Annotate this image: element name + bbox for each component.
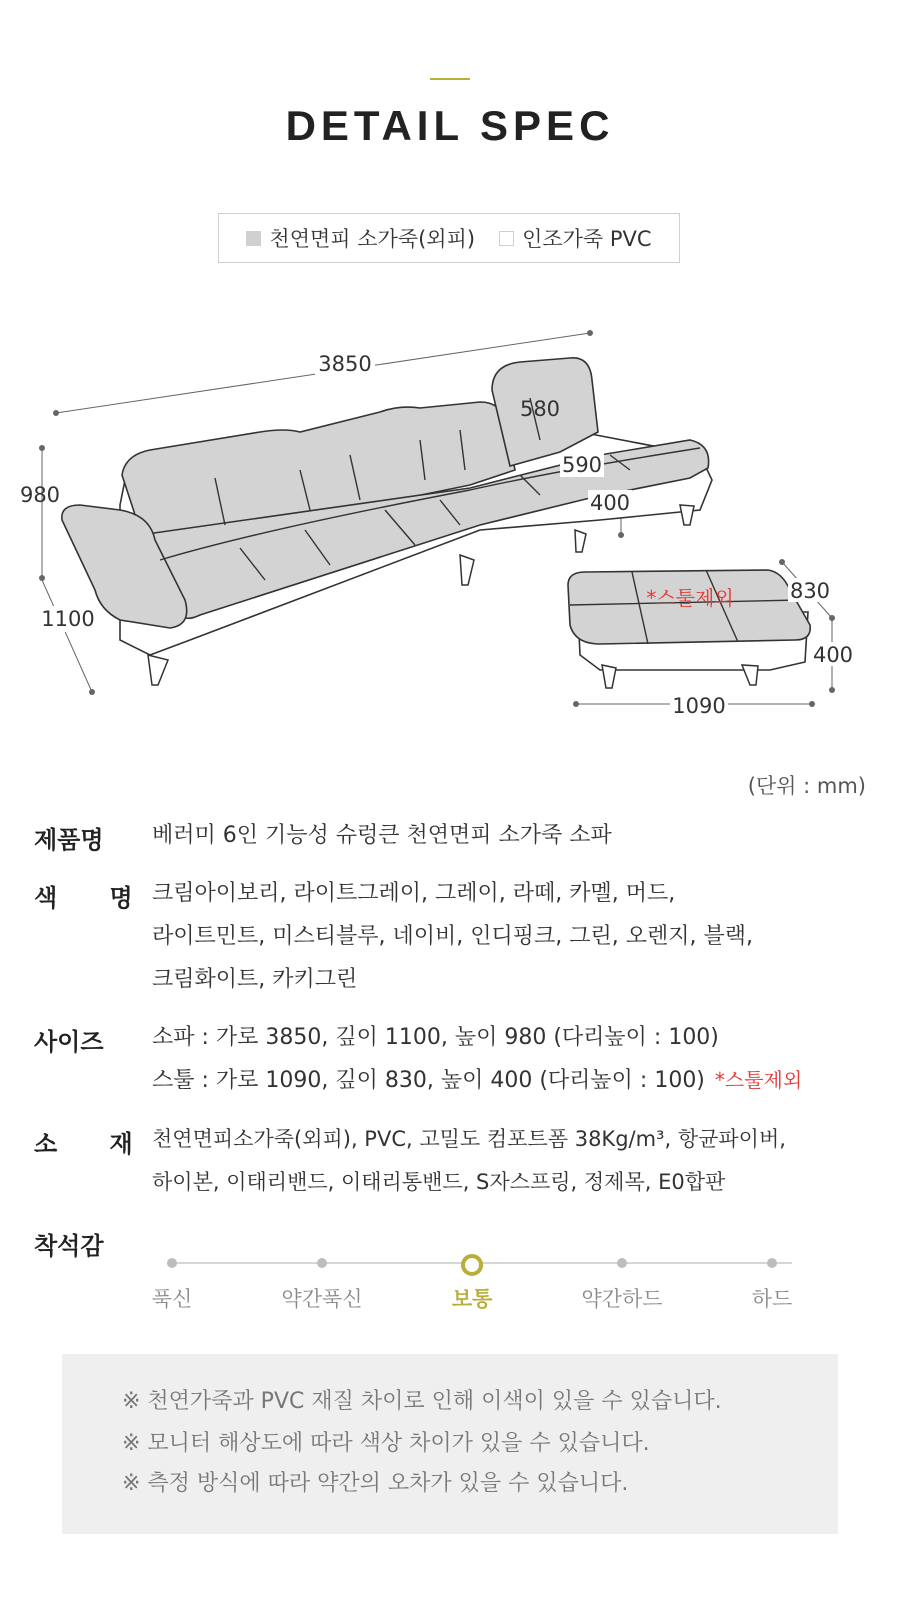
sofa-leg — [680, 505, 694, 525]
legend-item-leather — [246, 223, 475, 253]
spec-line: 크림아이보리, 라이트그레이, 그레이, 라떼, 카멜, 머드, — [152, 881, 676, 906]
seat-feel-option-label: 푹신 — [151, 1287, 193, 1311]
sofa-height-label: 980 — [19, 483, 61, 507]
chaise-width-label: 590 — [561, 453, 603, 477]
legend-label-leather: 천연면피 소가죽(외피) — [269, 227, 476, 251]
material-legend — [218, 213, 680, 263]
sofa-leg — [148, 655, 168, 685]
page-title: DETAIL SPEC — [285, 102, 615, 149]
seat-depth-label: 580 — [519, 397, 561, 421]
spec-label: 색 명 — [34, 884, 155, 912]
stool-leg — [742, 665, 758, 685]
unit-label: (단위 : mm) — [747, 774, 866, 798]
sofa-dimension-diagram — [0, 300, 900, 730]
seat-feel-option-label: 약간하드 — [581, 1287, 663, 1311]
notice-line: ※ 천연가죽과 PVC 재질 차이로 인해 이색이 있을 수 있습니다. — [122, 1389, 722, 1414]
filled-swatch-icon — [246, 231, 261, 246]
sofa-depth-label: 1100 — [41, 607, 95, 631]
sofa-leg — [460, 555, 474, 585]
stool-width-label: 1090 — [672, 694, 726, 718]
spec-label: 사이즈 — [34, 1028, 104, 1056]
sofa-leg — [575, 530, 586, 552]
spec-value — [152, 1118, 786, 1204]
seat-feel-option-label: 하드 — [751, 1287, 793, 1311]
stool-excluded-note: *스툴제외 — [714, 1068, 803, 1092]
spec-line: 하이본, 이태리밴드, 이태리통밴드, S자스프링, 정제목, E0합판 — [152, 1170, 726, 1194]
spec-value — [152, 814, 612, 857]
seat-feel-selected-marker — [461, 1254, 483, 1276]
spec-value — [152, 872, 753, 1001]
seat-feel-marker — [617, 1258, 627, 1268]
sofa-width-label: 3850 — [318, 352, 372, 376]
spec-line: 베러미 6인 기능성 슈렁큰 천연면피 소가죽 소파 — [152, 823, 612, 848]
empty-swatch-icon — [499, 231, 514, 246]
spec-line: 소파 : 가로 3850, 깊이 1100, 높이 980 (다리높이 : 100) — [152, 1025, 719, 1050]
stool-height-label: 400 — [812, 643, 854, 667]
spec-line: 천연면피소가죽(외피), PVC, 고밀도 컴포트폼 38Kg/m³, 항균파이버, — [152, 1127, 786, 1151]
stool-excluded-note: *스툴제외 — [646, 586, 734, 610]
notice-line: ※ 모니터 해상도에 따라 색상 차이가 있을 수 있습니다. — [122, 1431, 650, 1456]
spec-line: 크림화이트, 카키그린 — [152, 967, 358, 992]
seat-height-label: 400 — [589, 491, 631, 515]
seat-feel-marker — [767, 1258, 777, 1268]
seat-feel-option-label: 약간푹신 — [281, 1287, 363, 1311]
stool-depth-label: 830 — [789, 579, 831, 603]
spec-line: 라이트민트, 미스티블루, 네이비, 인디핑크, 그린, 오렌지, 블랙, — [152, 924, 753, 949]
spec-line: 스툴 : 가로 1090, 깊이 830, 높이 400 (다리높이 : 100) — [152, 1068, 705, 1093]
spec-label: 소 재 — [34, 1130, 155, 1158]
notice-box — [62, 1354, 838, 1534]
seat-feel-option-label: 보통 — [451, 1287, 493, 1311]
notice-line: ※ 측정 방식에 따라 약간의 오차가 있을 수 있습니다. — [122, 1471, 629, 1496]
spec-label: 제품명 — [34, 826, 104, 854]
stool-leg — [602, 665, 616, 688]
seat-feel-marker — [167, 1258, 177, 1268]
legend-label-pvc: 인조가죽 PVC — [522, 227, 652, 251]
spec-label: 착석감 — [34, 1232, 104, 1260]
legend-item-pvc — [499, 223, 652, 253]
spec-value — [152, 1016, 802, 1102]
depth-dimension-line — [41, 580, 95, 692]
seat-feel-marker — [317, 1258, 327, 1268]
title-accent-line — [430, 78, 470, 80]
